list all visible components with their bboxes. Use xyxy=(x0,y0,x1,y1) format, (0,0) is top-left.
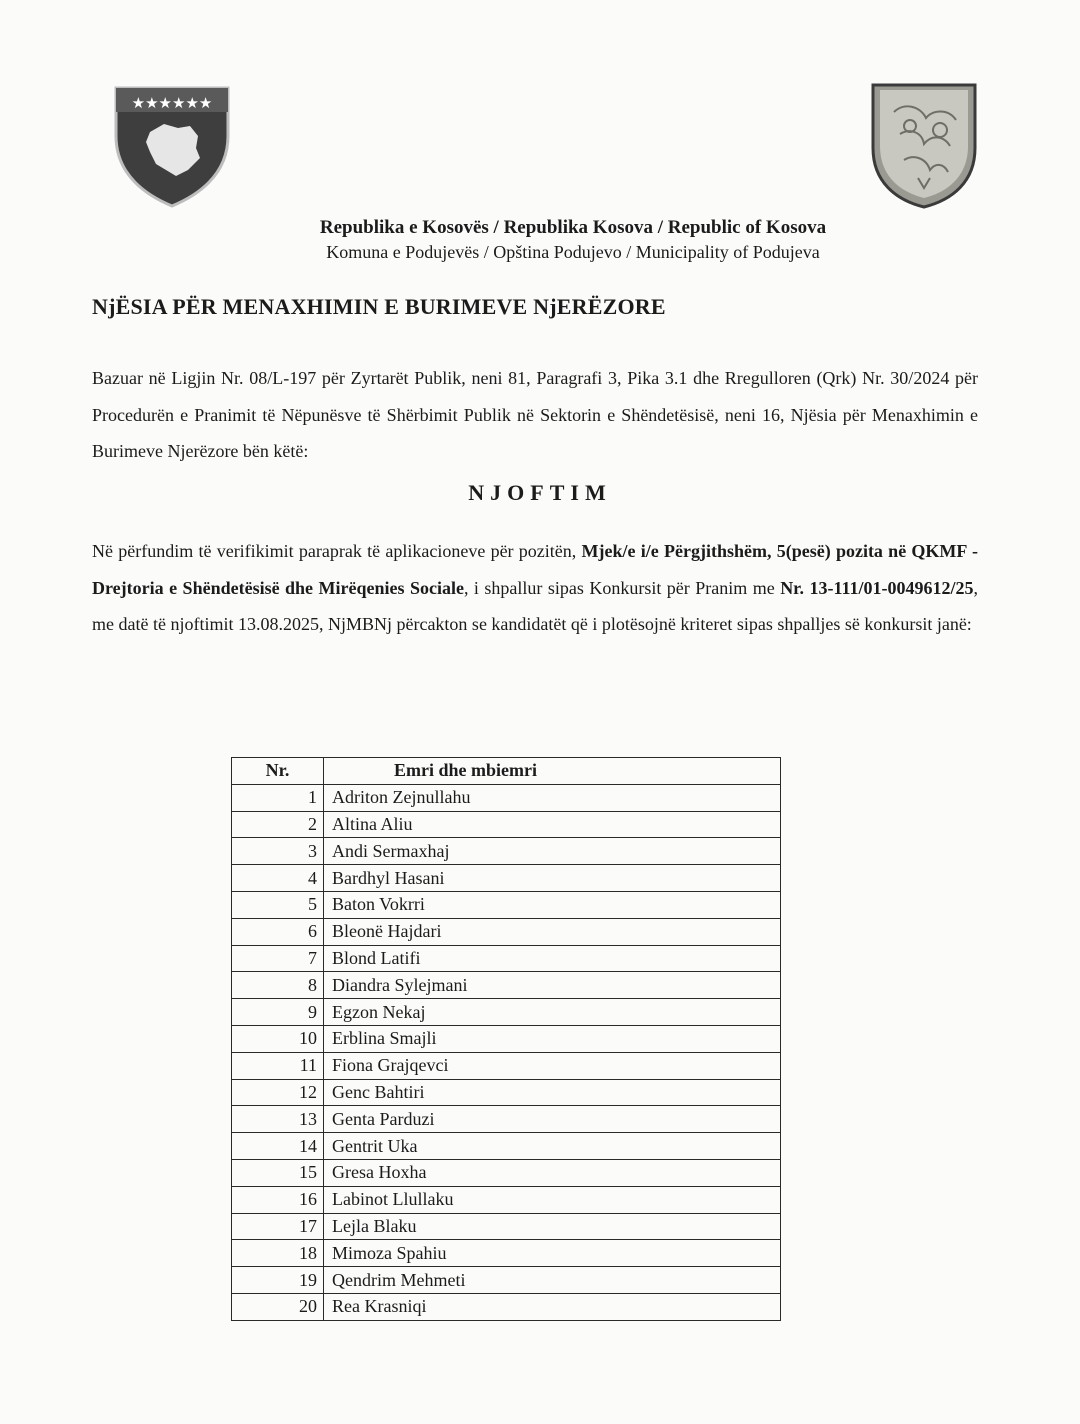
row-number: 8 xyxy=(232,972,324,999)
row-number: 20 xyxy=(232,1293,324,1320)
row-number: 10 xyxy=(232,1025,324,1052)
candidate-name: Fiona Grajqevci xyxy=(324,1052,781,1079)
table-row xyxy=(232,945,781,972)
candidate-name: Bardhyl Hasani xyxy=(324,865,781,892)
notice-title: NJOFTIM xyxy=(468,480,612,505)
candidate-name: Diandra Sylejmani xyxy=(324,972,781,999)
row-number: 17 xyxy=(232,1213,324,1240)
candidate-name: Genc Bahtiri xyxy=(324,1079,781,1106)
candidate-name: Mimoza Spahiu xyxy=(324,1240,781,1267)
table-row xyxy=(232,1186,781,1213)
table-row xyxy=(232,891,781,918)
table-row xyxy=(232,1079,781,1106)
candidate-name: Gentrit Uka xyxy=(324,1133,781,1160)
row-number: 12 xyxy=(232,1079,324,1106)
row-number: 5 xyxy=(232,891,324,918)
candidates-table xyxy=(231,757,781,1321)
position-name: Mjek/e i/e Përgjithshëm, 5(pesë) pozita në QKMF - Drejtoria e Shëndetësisë dhe Mirëqenies Sociale xyxy=(92,541,978,598)
candidate-name: Blond Latifi xyxy=(324,945,781,972)
body-text-2: , i shpallur sipas Konkursit për Pranim me xyxy=(463,577,781,598)
candidate-name: Gresa Hoxha xyxy=(324,1159,781,1186)
table-row xyxy=(232,1052,781,1079)
candidate-name: Genta Parduzi xyxy=(324,1106,781,1133)
candidate-name: Erblina Smajli xyxy=(324,1025,781,1052)
row-number: 13 xyxy=(232,1106,324,1133)
republic-header: Republika e Kosovës / Republika Kosova / Republic of Kosova xyxy=(319,217,827,238)
row-number: 3 xyxy=(232,838,324,865)
candidate-name: Labinot Llullaku xyxy=(324,1186,781,1213)
candidate-name: Rea Krasniqi xyxy=(324,1293,781,1320)
row-number: 6 xyxy=(232,918,324,945)
notice-body xyxy=(92,533,978,643)
header-name: Emri dhe mbiemri xyxy=(324,758,781,785)
intro-paragraph: Bazuar në Ligjin Nr. 08/L-197 për Zyrtarët Publik, neni 81, Paragrafi 3, Pika 3.1 dhe Rregulloren (Qrk) Nr. 30/2024 për Procedurën e Pranimit të Nëpunësve të Shërbimit Publik në Sektorin e Shëndetësisë, neni 16, Njësia për Menaxhimin e Burimeve Njerëzore bën këtë: xyxy=(92,368,978,461)
candidate-name: Altina Aliu xyxy=(324,811,781,838)
table-row xyxy=(232,1213,781,1240)
row-number: 18 xyxy=(232,1240,324,1267)
candidate-name: Qendrim Mehmeti xyxy=(324,1267,781,1294)
unit-title: NjËSIA PËR MENAXHIMIN E BURIMEVE NjERËZORE xyxy=(92,294,666,319)
row-number: 1 xyxy=(232,784,324,811)
table-row xyxy=(232,918,781,945)
candidate-name: Bleonë Hajdari xyxy=(324,918,781,945)
table-row xyxy=(232,972,781,999)
table-row xyxy=(232,865,781,892)
table-row xyxy=(232,784,781,811)
table-row xyxy=(232,1133,781,1160)
table-row xyxy=(232,1159,781,1186)
table-row xyxy=(232,999,781,1026)
candidate-name: Adriton Zejnullahu xyxy=(324,784,781,811)
header-nr: Nr. xyxy=(232,758,324,785)
table-row xyxy=(232,1106,781,1133)
competition-reference: Nr. 13-111/01-0049612/25 xyxy=(780,577,974,598)
body-text-3: , me datë të njoftimit 13.08.2025, NjMBNj përcakton se kandidatët që i plotësojnë kriteret sipas shpalljes së konkursit janë: xyxy=(92,577,978,634)
table-row xyxy=(232,1240,781,1267)
row-number: 15 xyxy=(232,1159,324,1186)
row-number: 11 xyxy=(232,1052,324,1079)
row-number: 4 xyxy=(232,865,324,892)
table-row xyxy=(232,1267,781,1294)
podujeva-municipality-emblem-icon xyxy=(870,82,978,210)
candidate-name: Egzon Nekaj xyxy=(324,999,781,1026)
row-number: 14 xyxy=(232,1133,324,1160)
table-row xyxy=(232,811,781,838)
row-number: 9 xyxy=(232,999,324,1026)
row-number: 2 xyxy=(232,811,324,838)
row-number: 16 xyxy=(232,1186,324,1213)
table-header-row xyxy=(232,758,781,785)
svg-text:★★★★★★: ★★★★★★ xyxy=(131,94,213,112)
municipality-header: Komuna e Podujevës / Opština Podujevo / Municipality of Podujeva xyxy=(326,242,820,262)
table-row xyxy=(232,1025,781,1052)
kosovo-coat-of-arms-icon xyxy=(112,84,232,210)
row-number: 19 xyxy=(232,1267,324,1294)
body-text-1: Në përfundim të verifikimit paraprak të aplikacioneve për pozitën, xyxy=(92,541,582,561)
candidate-name: Lejla Blaku xyxy=(324,1213,781,1240)
table-row xyxy=(232,1293,781,1320)
candidate-name: Baton Vokrri xyxy=(324,891,781,918)
row-number: 7 xyxy=(232,945,324,972)
table-row xyxy=(232,838,781,865)
candidate-name: Andi Sermaxhaj xyxy=(324,838,781,865)
